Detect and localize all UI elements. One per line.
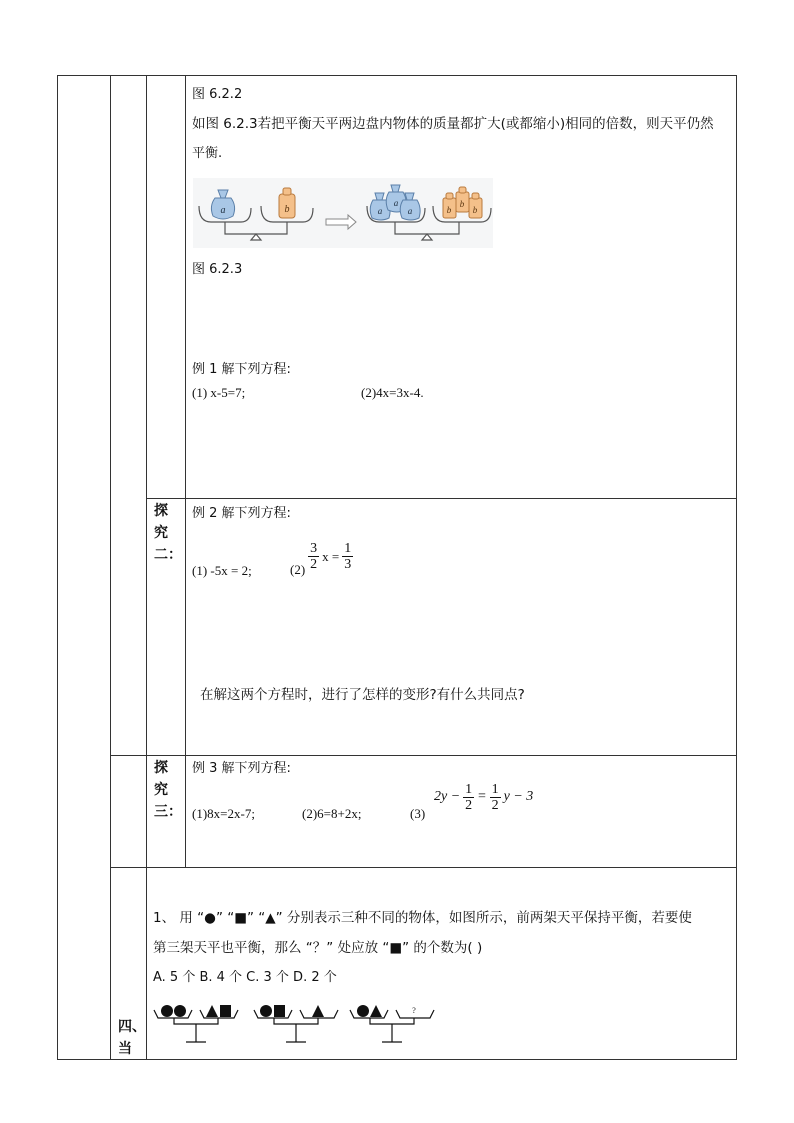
example2-q2: (2) $\frac{3}{2}$ x = $\frac{1}{3}$ <box>290 540 352 577</box>
section4-side-label: 四、 当 <box>118 1019 146 1057</box>
balance-paragraph-line1: 如图 6.2.3若把平衡天平两边盘内物体的质量都扩大(或都缩小)相同的倍数，则天平仍然 <box>192 116 714 132</box>
section2-side-label: 探 究 二： <box>154 503 182 563</box>
column-divider-2 <box>146 75 147 1060</box>
table-bottom-border <box>57 1059 737 1060</box>
balance-figure-623 <box>193 178 493 248</box>
square-icon <box>220 1005 231 1017</box>
problem1-line1: 1、 用 “●” “■” “▲” 分别表示三种不同的物体，如图所示，前两架天平保持平衡，若要使 <box>153 910 692 926</box>
fig-622-caption: 图 6.2.2 <box>192 87 243 102</box>
bag-a-label: a <box>220 205 226 216</box>
shapes-balances-figure <box>150 996 440 1051</box>
column-divider-3 <box>185 75 186 867</box>
row-divider-3 <box>110 867 736 868</box>
row-divider-2 <box>110 755 736 756</box>
table-left-border <box>57 75 58 1060</box>
svg-text:a: a <box>407 206 413 216</box>
column-divider-1 <box>110 75 111 1060</box>
example1-title: 例 1 解下列方程: <box>192 362 291 377</box>
example2-question: 在解这两个方程时，进行了怎样的变形?有什么共同点? <box>200 687 525 703</box>
question-mark: ? <box>412 1006 416 1015</box>
svg-text:a: a <box>377 206 383 216</box>
example1-q1: (1) x-5=7; <box>192 385 246 400</box>
svg-text:b: b <box>472 205 478 215</box>
table-right-border <box>736 75 737 1060</box>
square-icon <box>274 1005 285 1017</box>
triangle-icon <box>370 1005 382 1017</box>
row-divider-1 <box>146 498 736 499</box>
circle-icon <box>174 1005 186 1017</box>
triangle-icon <box>312 1005 324 1017</box>
problem1-choices: A. 5 个 B. 4 个 C. 3 个 D. 2 个 <box>153 970 337 985</box>
example1-q2: (2)4x=3x-4. <box>361 385 424 400</box>
weight-b-label: b <box>284 204 290 215</box>
example3-q2: (2)6=8+2x; <box>302 806 362 821</box>
svg-text:b: b <box>446 205 452 215</box>
circle-icon <box>161 1005 173 1017</box>
example2-q1: (1) -5x = 2; <box>192 563 252 578</box>
example3-q1: (1)8x=2x-7; <box>192 806 255 821</box>
example2-title: 例 2 解下列方程: <box>192 506 291 521</box>
circle-icon <box>260 1005 272 1017</box>
balance-paragraph-line2: 平衡. <box>192 146 223 161</box>
example3-q3: 2y − $\frac{1}{2}$ = $\frac{1}{2}$ y − 3 <box>434 782 534 814</box>
circle-icon <box>357 1005 369 1017</box>
svg-text:a: a <box>393 198 399 208</box>
svg-text:b: b <box>459 199 465 209</box>
problem1-line2: 第三架天平也平衡，那么 “？” 处应放 “■” 的个数为( ) <box>153 940 483 956</box>
fig-623-caption: 图 6.2.3 <box>192 262 243 277</box>
example3-q3-prefix: (3) <box>410 806 426 821</box>
section3-side-label: 探 究 三： <box>154 760 182 820</box>
table-top-border <box>57 75 737 76</box>
example3-title: 例 3 解下列方程: <box>192 761 291 776</box>
triangle-icon <box>206 1005 218 1017</box>
